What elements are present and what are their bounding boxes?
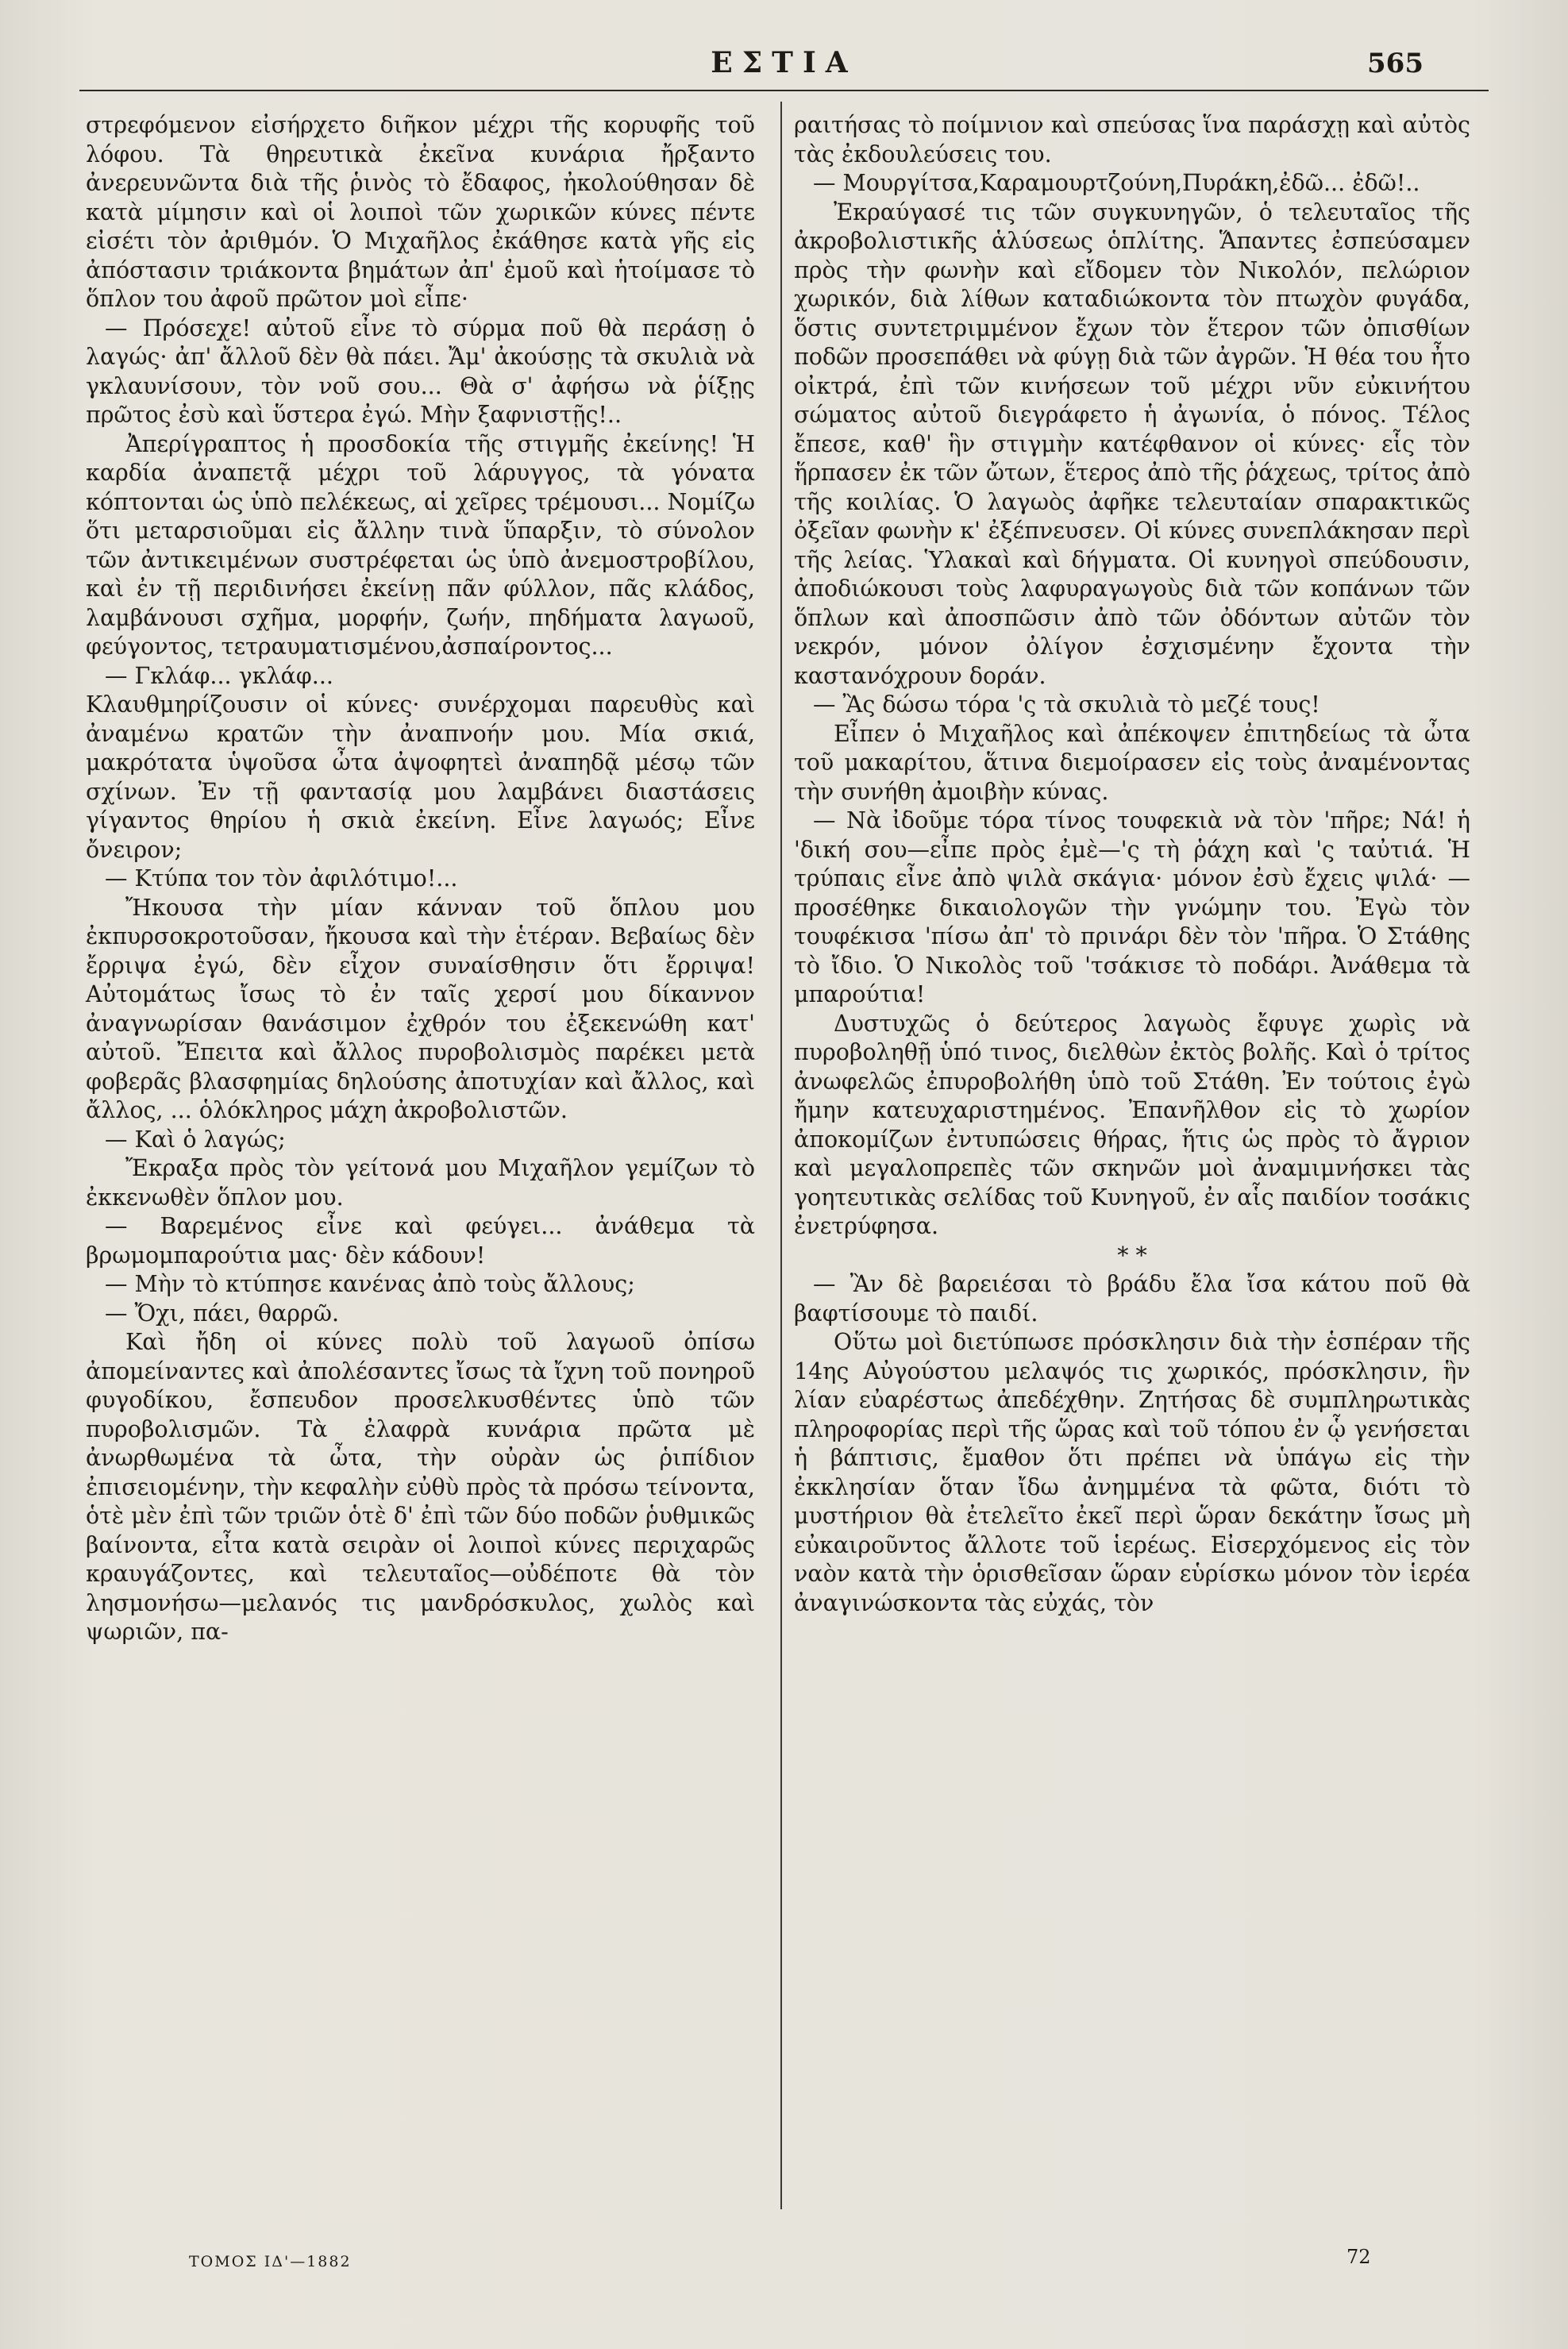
paragraph: ραιτήσας τὸ ποίμνιον καὶ σπεύσας ἵνα παράσχῃ καὶ αὐτὸς τὰς ἐκδουλεύσεις του. xyxy=(794,112,1470,168)
section-separator: * * xyxy=(1117,1242,1147,1269)
paragraph: Καὶ ἤδη οἱ κύνες πολὺ τοῦ λαγωοῦ ὀπίσω ἀπομείναντες καὶ ἀπολέσαντες ἴσως τὰ ἴχνη τοῦ πονηροῦ φυγοδίκου, ἔσπευδον προσελκυσθέντες ὑπὸ τῶν πυροβολισμῶν. Τὰ ἐλαφρὰ κυνάρια πρῶτα μὲ ἀνωρθωμένα τὰ ὦτα, τὴν οὐρὰν ὡς ῥιπίδιον ἐπισειομένην, τὴν κεφαλὴν εὐθὺ πρὸς τὰ πρόσω τείνοντα, ὁτὲ μὲν ἐπὶ τῶν τριῶν ὁτὲ δ' ἐπὶ τῶν δύο ποδῶν ῥυθμικῶς βαίνοντα, εἶτα κατὰ σειρὰν οἱ λοιποὶ κύνες περιχαρῶς κραυγάζοντες, καὶ τελευταῖος—οὐδέποτε θὰ τὸν λησμονήσω—μελανός τις μανδρόσκυλος, χωλὸς καὶ ψωριῶν, πα- xyxy=(86,1329,755,1645)
column-divider xyxy=(780,102,782,2209)
signature-mark: 72 xyxy=(1346,2246,1371,2268)
dialogue-line: — Μὴν τὸ κτύπησε κανένας ἀπὸ τοὺς ἄλλους; xyxy=(105,1271,635,1297)
dialogue-line: — Ἂς δώσω τόρα 'ς τὰ σκυλιὰ τὸ μεζέ τους! xyxy=(813,691,1320,718)
page-number: 565 xyxy=(1367,48,1424,79)
page-header-title: ΕΣΤΙΑ xyxy=(711,46,857,79)
paragraph: στρεφόμενον εἰσήρχετο διῆκον μέχρι τῆς κορυφῆς τοῦ λόφου. Τὰ θηρευτικὰ ἐκεῖνα κυνάρια ἤρξαντο ἀνερευνῶντα διὰ τῆς ῥινὸς τὸ ἔδαφος, ἠκολούθησαν δὲ κατὰ μίμησιν καὶ οἱ λοιποὶ τῶν χωρικῶν κύνες πέντε εἰσέτι τὸν ἀριθμόν. Ὁ Μιχαῆλος ἐκάθησε κατὰ γῆς εἰς ἀπόστασιν τριάκοντα βημάτων ἀπ' ἐμοῦ καὶ ἡτοίμασε τὸ ὅπλον του ἀφοῦ πρῶτον μοὶ εἶπε· xyxy=(86,112,755,312)
dialogue-line: — Πρόσεχε! αὐτοῦ εἶνε τὸ σύρμα ποῦ θὰ περάσῃ ὁ λαγώς· ἀπ' ἄλλοῦ δὲν θὰ πάει. Ἄμ' ἀκούσῃς τὰ σκυλιὰ νὰ γκλαυνίσουν, τὸν νοῦ σου... Θὰ σ' ἀφήσω νὰ ῥίξῃς πρῶτος ἐσὺ καὶ ὕστερα ἐγώ. Μὴν ξαφνιστῇς!.. xyxy=(86,314,755,428)
right-column xyxy=(794,111,1470,1618)
dialogue-line: — Βαρεμένος εἶνε καὶ φεύγει... ἀνάθεμα τὰ βρωμομπαρούτια μας· δὲν κάδουν! xyxy=(86,1213,755,1269)
paragraph: Οὕτω μοὶ διετύπωσε πρόσκλησιν διὰ τὴν ἑσπέραν τῆς 14ης Αὐγούστου μελαψός τις χωρικός, πρόσκλησιν, ἣν λίαν εὐαρέστως ἀπεδέχθην. Ζητήσας δὲ συμπληρωτικὰς πληροφορίας περὶ τῆς ὥρας καὶ τοῦ τόπου ἐν ᾧ γενήσεται ἡ βάπτισις, ἔμαθον ὅτι πρέπει νὰ ὑπάγω εἰς τὴν ἐκκλησίαν ὅταν ἴδω ἀνημμένα τὰ φῶτα, διότι τὸ μυστήριον θὰ ἐτελεῖτο ἐκεῖ περὶ ὥραν δεκάτην ἴσως μὴ εὐκαιροῦντος ἄλλοτε τοῦ ἱερέως. Εἰσερχόμενος εἰς τὸν ναὸν κατὰ τὴν ὁρισθεῖσαν ὥραν εὑρίσκω μόνον τὸν ἱερέα ἀναγινώσκοντα τὰς εὐχάς, τὸν xyxy=(794,1329,1470,1616)
paragraph: Εἶπεν ὁ Μιχαῆλος καὶ ἀπέκοψεν ἐπιτηδείως τὰ ὦτα τοῦ μακαρίτου, ἅτινα διεμοίρασεν εἰς τοὺς ἀναμένοντας τὴν συνήθη ἀμοιβὴν κύνας. xyxy=(794,720,1470,805)
dialogue-line: — Καὶ ὁ λαγώς; xyxy=(105,1126,286,1153)
paragraph: Ἤκουσα τὴν μίαν κάνναν τοῦ ὅπλου μου ἐκπυρσοκροτοῦσαν, ἤκουσα καὶ τὴν ἑτέραν. Βεβαίως δὲν ἔρριψα ἐγώ, δὲν εἶχον συναίσθησιν ὅτι ἔρριψα! Αὐτομάτως ἴσως τὸ ἐν ταῖς χερσί μου δίκαννον ἀναγνωρίσαν θανάσιμον ἐχθρόν του ἐξεκενώθη κατ' αὐτοῦ. Ἔπειτα καὶ ἄλλος πυροβολισμὸς παρέκει μετὰ φοβερᾶς βλασφημίας δηλούσης ἀποτυχίαν καὶ ἄλλος, καὶ ἄλλος, ... ὁλόκληρος μάχη ἀκροβολιστῶν. xyxy=(86,894,755,1123)
volume-footer: ΤΟΜΟΣ ΙΔ'—1882 xyxy=(189,2253,352,2270)
dialogue-line: — Γκλάφ... γκλάφ... xyxy=(105,662,333,689)
dialogue-line: — Ἂν δὲ βαρειέσαι τὸ βράδυ ἔλα ἴσα κάτου ποῦ θὰ βαφτίσουμε τὸ παιδί. xyxy=(794,1271,1470,1327)
dialogue-line: — Κτύπα τον τὸν ἀφιλότιμο!... xyxy=(105,865,458,891)
paragraph: Ἔκραξα πρὸς τὸν γείτονά μου Μιχαῆλον γεμίζων τὸ ἐκκενωθὲν ὅπλον μου. xyxy=(86,1155,755,1211)
dialogue-line: — Ὄχι, πάει, θαρρῶ. xyxy=(105,1300,340,1327)
header-rule xyxy=(79,90,1489,91)
paragraph: Ἐκραύγασέ τις τῶν συγκυνηγῶν, ὁ τελευταῖος τῆς ἀκροβολιστικῆς ἁλύσεως ὁπλίτης. Ἅπαντες ἐσπεύσαμεν πρὸς τὴν φωνὴν καὶ εἴδομεν τὸν Νικολόν, πελώριον χωρικόν, διὰ λίθων καταδιώκοντα τὸν πτωχὸν φυγάδα, ὅστις συντετριμμένον ἔχων τὸν ἕτερον τῶν ὀπισθίων ποδῶν προσεπάθει νὰ φύγῃ διὰ τῶν ἀγρῶν. Ἡ θέα του ἦτο οἰκτρά, ἐπὶ τῶν κινήσεων τοῦ μέχρι νῦν εὐκινήτου σώματος αὐτοῦ διεγράφετο ἡ ἀγωνία, ὁ πόνος. Τέλος ἔπεσε, καθ' ἣν στιγμὴν κατέφθανον οἱ κύνες· εἷς τὸν ἥρπασεν ἐκ τῶν ὤτων, ἕτερος ἀπὸ τῆς ῥάχεως, τρίτος ἀπὸ τῆς κοιλίας. Ὁ λαγωὸς ἀφῆκε τελευταίαν σπαρακτικῶς ὀξεῖαν φωνὴν κ' ἐξέπνευσεν. Οἱ κύνες συνεπλάκησαν περὶ τῆς λείας. Ὑλακαὶ καὶ δήγματα. Οἱ κυνηγοὶ σπεύδουσιν, ἀποδιώκουσι τοὺς λαφυραγωγοὺς διὰ τῶν κοπάνων τῶν ὅπλων καὶ ἀποσπῶσιν ἀπὸ τῶν ὀδόντων αὐτῶν τὸν νεκρόν, μόνον ὀλίγον ἐσχισμένην ἔχοντα τὴν καστανόχρουν δοράν. xyxy=(794,198,1470,689)
dialogue-line: — Νὰ ἰδοῦμε τόρα τίνος τουφεκιὰ νὰ τὸν 'πῆρε; Νά! ἡ 'δική σου—εἶπε πρὸς ἐμὲ—'ς τὴ ῥάχη καὶ 'ς ταὐτιά. Ἡ τρύπαις εἶνε ἀπὸ ψιλὰ σκάγια· μόνον ἐσὺ ἔχεις ψιλά· — προσέθηκε δικαιολογῶν τὴν γνώμην του. Ἐγὼ τὸν τουφέκισα 'πίσω ἀπ' τὸ πρινάρι δὲν τὸν 'πῆρα. Ὁ Στάθης τὸ ἴδιο. Ὁ Νικολὸς τοῦ 'τσάκισε τὸ ποδάρι. Ἀνάθεμα τὰ μπαρούτια! xyxy=(794,807,1470,1007)
paragraph: Δυστυχῶς ὁ δεύτερος λαγωὸς ἔφυγε χωρὶς νὰ πυροβοληθῇ ὑπό τινος, διελθὼν ἐκτὸς βολῆς. Καὶ ὁ τρίτος ἀνωφελῶς ἐπυροβολήθη ὑπὸ τοῦ Στάθη. Ἐν τούτοις ἐγὼ ἤμην κατευχαριστημένος. Ἐπανῆλθον εἰς τὸ χωρίον ἀποκομίζων ἐντυπώσεις θήρας, ἥτις ὡς πρὸς τὸ ἄγριον καὶ μεγαλοπρεπὲς τῶν σκηνῶν μοὶ ἀναμιμνήσκει τὰς γοητευτικὰς σελίδας τοῦ Κυνηγοῦ, ἐν αἷς παιδίον τοσάκις ἐνετρύφησα. xyxy=(794,1010,1470,1239)
left-column xyxy=(86,111,755,1647)
paragraph: Κλαυθμηρίζουσιν οἱ κύνες· συνέρχομαι παρευθὺς καὶ ἀναμένω κρατῶν τὴν ἀναπνοήν μου. Μία σκιά, μακρότατα ὑψοῦσα ὦτα ἀψοφητεὶ ἀναπηδᾷ μέσῳ τῶν σχίνων. Ἐν τῇ φαντασίᾳ μου λαμβάνει διαστάσεις γίγαντος θηρίου ἡ σκιὰ ἐκείνη. Εἶνε λαγωός; Εἶνε ὄνειρον; xyxy=(86,691,755,863)
dialogue-line: — Μουργίτσα,Καραμουρτζούνη,Πυράκη,ἐδῶ... ἐδῶ!.. xyxy=(813,170,1420,196)
paragraph: Ἀπερίγραπτος ἡ προσδοκία τῆς στιγμῆς ἐκείνης! Ἡ καρδία ἀναπετᾷ μέχρι τοῦ λάρυγγος, τὰ γόνατα κόπτονται ὡς ὑπὸ πελέκεως, αἱ χεῖρες τρέμουσι... Νομίζω ὅτι μεταρσιοῦμαι εἰς ἄλλην τινὰ ὕπαρξιν, τὸ σύνολον τῶν ἀντικειμένων συστρέφεται ὡς ὑπὸ ἀνεμοστροβίλου, καὶ ἐν τῇ περιδινήσει ἐκείνῃ πᾶν φύλλον, πᾶς κλάδος, λαμβάνουσι σχῆμα, μορφήν, ζωήν, πηδήματα λαγωοῦ, φεύγοντος, τετραυματισμένου,ἀσπαίροντος... xyxy=(86,430,755,660)
